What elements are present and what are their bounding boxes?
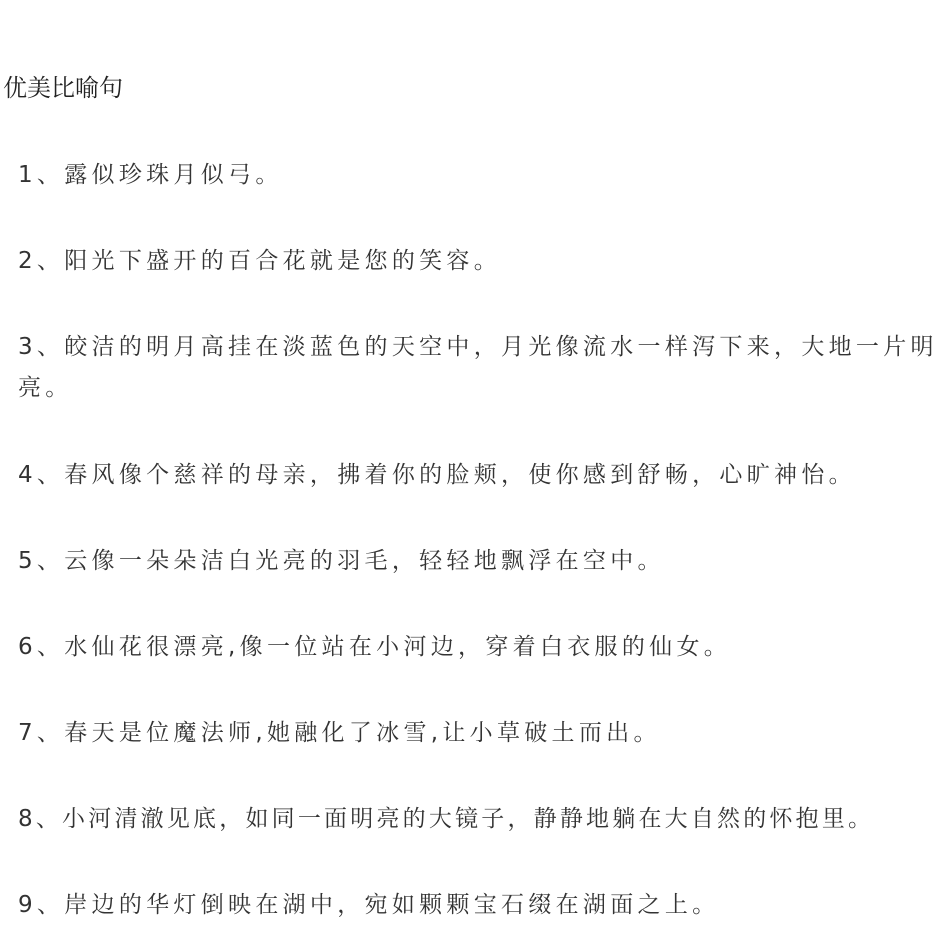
item-text: 云像一朵朵洁白光亮的羽毛，轻轻地飘浮在空中。 xyxy=(64,548,665,574)
item-text: 皎洁的明月高挂在淡蓝色的天空中，月光像流水一样泻下来，大地一片明亮。 xyxy=(18,334,938,401)
list-item xyxy=(18,541,948,582)
item-number: 7、 xyxy=(18,720,65,746)
item-text: 阳光下盛开的百合花就是您的笑容。 xyxy=(64,248,502,274)
item-number: 5、 xyxy=(18,548,65,574)
item-text: 春风像个慈祥的母亲，拂着你的脸颊，使你感到舒畅，心旷神怡。 xyxy=(64,462,856,488)
list-item xyxy=(18,799,948,840)
item-text: 露似珍珠月似弓。 xyxy=(64,162,283,188)
item-number: 4、 xyxy=(18,462,65,488)
list-item xyxy=(18,155,948,196)
document-title: 优美比喻句 xyxy=(3,74,123,102)
item-text: 岸边的华灯倒映在湖中，宛如颗颗宝石缀在湖面之上。 xyxy=(64,892,720,918)
list-item xyxy=(18,627,948,668)
list-item xyxy=(18,327,948,409)
item-number: 1、 xyxy=(18,162,65,188)
list-item xyxy=(18,885,948,926)
list-item xyxy=(18,713,948,754)
item-text: 水仙花很漂亮,像一位站在小河边，穿着白衣服的仙女。 xyxy=(64,634,732,660)
list-item xyxy=(18,241,948,282)
item-number: 6、 xyxy=(18,634,65,660)
item-text: 春天是位魔法师,她融化了冰雪,让小草破土而出。 xyxy=(64,720,661,746)
list-item xyxy=(18,455,948,496)
item-number: 8、 xyxy=(18,806,63,832)
item-text: 小河清澈见底，如同一面明亮的大镜子，静静地躺在大自然的怀抱里。 xyxy=(62,806,875,832)
item-number: 3、 xyxy=(18,334,65,360)
item-number: 2、 xyxy=(18,248,65,274)
item-number: 9、 xyxy=(18,892,65,918)
